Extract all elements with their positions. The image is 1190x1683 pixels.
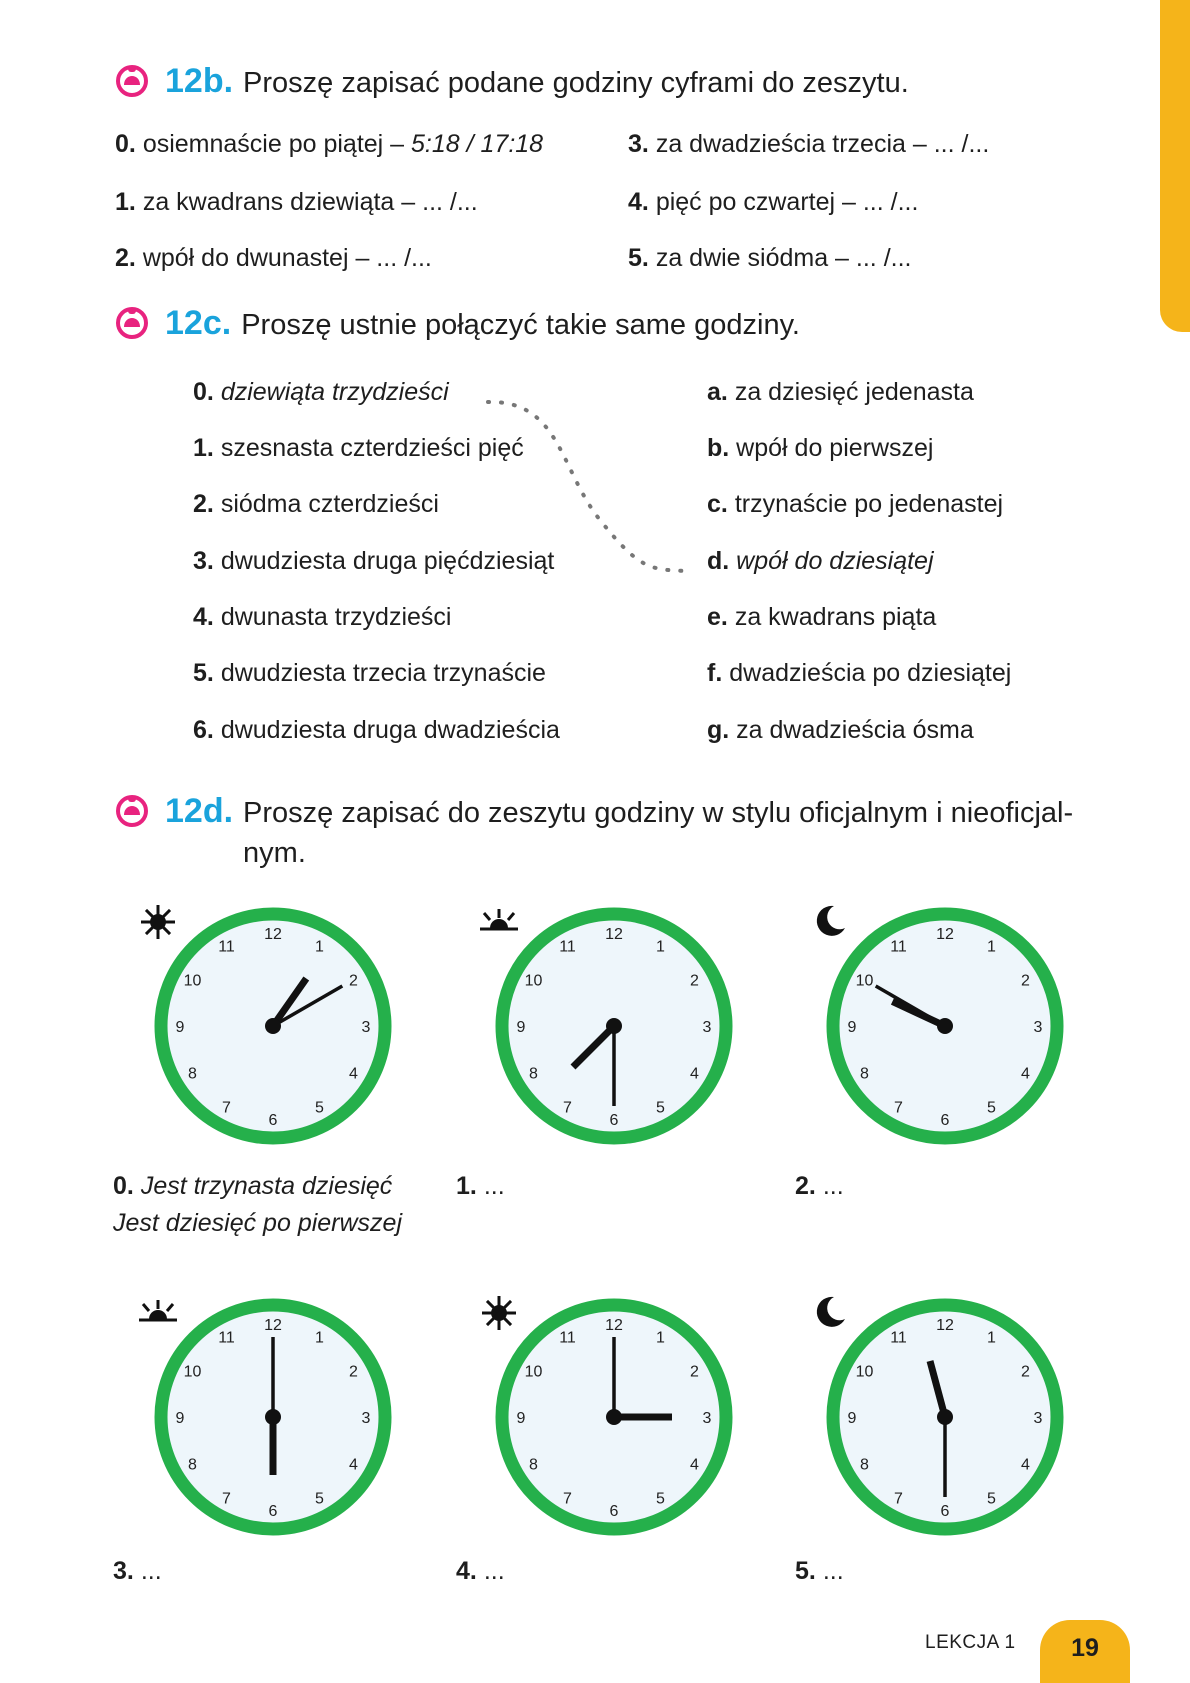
list-item: 3. za dwadzieścia trzecia – ... /... xyxy=(628,130,990,158)
clock-number: 1 xyxy=(656,1329,665,1347)
clock-number: 6 xyxy=(940,1112,950,1129)
clock-number: 9 xyxy=(847,1410,857,1427)
exercise-number: 12c. xyxy=(165,304,232,342)
clock-number: 5 xyxy=(987,1099,996,1117)
clock-number: 8 xyxy=(860,1456,869,1474)
sun-icon xyxy=(479,1293,519,1333)
clock-number: 1 xyxy=(315,1329,324,1347)
clock-caption: 5. ... xyxy=(795,1557,844,1585)
match-left-item: 3. dwudziesta druga pięćdziesiąt xyxy=(193,547,555,575)
match-left-item: 0. dziewiąta trzydzieści xyxy=(193,378,449,406)
match-left-item: 5. dwudziesta trzecia trzynaście xyxy=(193,659,546,687)
clock-number: 4 xyxy=(1021,1065,1030,1083)
match-right-item: g. za dwadzieścia ósma xyxy=(707,716,974,744)
clock-hub xyxy=(265,1409,281,1425)
clock xyxy=(484,1287,744,1547)
clock-number: 7 xyxy=(563,1099,572,1117)
page-number: 19 xyxy=(1040,1620,1130,1683)
clock-number: 8 xyxy=(529,1065,538,1083)
exercise-number: 12b. xyxy=(165,62,234,100)
list-item: 5. za dwie siódma – ... /... xyxy=(628,244,912,272)
clock-number: 8 xyxy=(188,1456,197,1474)
clock-number: 11 xyxy=(890,938,907,956)
clock-number: 8 xyxy=(860,1065,869,1083)
match-right-item: e. za kwadrans piąta xyxy=(707,603,937,631)
clock-number: 3 xyxy=(361,1019,371,1036)
clock-number: 6 xyxy=(940,1503,950,1520)
clock-number: 10 xyxy=(855,972,874,990)
clock-caption: 0. Jest trzynasta dziesięć Jest dziesięć po pierwszej xyxy=(113,1172,403,1237)
clock-number: 8 xyxy=(529,1456,538,1474)
clock-number: 2 xyxy=(349,972,358,990)
clock-hub xyxy=(606,1409,622,1425)
match-right-item: a. za dziesięć jedenasta xyxy=(707,378,974,406)
clock-number: 10 xyxy=(524,1363,543,1381)
clock-number: 1 xyxy=(987,1329,996,1347)
clock-caption: 1. ... xyxy=(456,1172,505,1200)
clock-number: 5 xyxy=(656,1099,665,1117)
exercise-instruction: Proszę ustnie połączyć takie same godziny. xyxy=(241,309,800,341)
clock-number: 11 xyxy=(559,1329,576,1347)
clock-number: 8 xyxy=(188,1065,197,1083)
clock-number: 12 xyxy=(936,1317,954,1334)
clock-number: 12 xyxy=(264,926,282,943)
clock-number: 2 xyxy=(349,1363,358,1381)
clock-number: 1 xyxy=(987,938,996,956)
match-left-item: 4. dwunasta trzydzieści xyxy=(193,603,452,631)
clock-hub xyxy=(937,1018,953,1034)
clock-number: 7 xyxy=(563,1490,572,1508)
clock-number: 12 xyxy=(605,926,623,943)
clock xyxy=(815,896,1075,1156)
exercise-instruction: Proszę zapisać do zeszytu godziny w stylu oficjalnym i nieoficjal- nym. xyxy=(243,797,1074,869)
clock-number: 2 xyxy=(1021,972,1030,990)
list-item: 0. osiemnaście po piątej – 5:18 / 17:18 xyxy=(115,130,544,158)
sunset-icon xyxy=(138,1293,178,1333)
moon-icon xyxy=(810,902,850,942)
clock-hub xyxy=(265,1018,281,1034)
clock-caption: 3. ... xyxy=(113,1557,162,1585)
clock-number: 10 xyxy=(183,972,202,990)
clock-number: 10 xyxy=(524,972,543,990)
clock xyxy=(815,1287,1075,1547)
exercise-number: 12d. xyxy=(165,792,234,830)
clock-number: 2 xyxy=(690,972,699,990)
clock-number: 6 xyxy=(268,1112,278,1129)
clock-number: 11 xyxy=(218,938,235,956)
sun-icon xyxy=(138,902,178,942)
match-right-item: f. dwadzieścia po dziesiątej xyxy=(707,659,1012,687)
speaking-head-icon xyxy=(115,793,149,827)
clock xyxy=(143,1287,403,1547)
match-left-item: 6. dwudziesta druga dwadzieścia xyxy=(193,716,560,744)
list-item: 1. za kwadrans dziewiąta – ... /... xyxy=(115,188,478,216)
clock-number: 11 xyxy=(890,1329,907,1347)
clock-number: 3 xyxy=(361,1410,371,1427)
clock-number: 4 xyxy=(349,1065,358,1083)
clock-number: 5 xyxy=(987,1490,996,1508)
clock-number: 11 xyxy=(218,1329,235,1347)
exercise-instruction: Proszę zapisać podane godziny cyframi do zeszytu. xyxy=(243,67,909,99)
clock-caption: 4. ... xyxy=(456,1557,505,1585)
clock-number: 3 xyxy=(1033,1019,1043,1036)
clock-number: 9 xyxy=(516,1410,526,1427)
clock-number: 9 xyxy=(175,1410,185,1427)
sunset-icon xyxy=(479,902,519,942)
match-left-item: 1. szesnasta czterdzieści pięć xyxy=(193,434,524,462)
clock-number: 7 xyxy=(894,1099,903,1117)
clock-number: 9 xyxy=(175,1019,185,1036)
clock-number: 5 xyxy=(315,1099,324,1117)
clock-number: 3 xyxy=(1033,1410,1043,1427)
clock-number: 1 xyxy=(656,938,665,956)
lesson-label: LEKCJA 1 xyxy=(925,1632,1016,1653)
clock-number: 12 xyxy=(264,1317,282,1334)
match-left-item: 2. siódma czterdzieści xyxy=(193,490,439,518)
clock-number: 4 xyxy=(690,1065,699,1083)
clock-number: 11 xyxy=(559,938,576,956)
clock xyxy=(143,896,403,1156)
clock-number: 4 xyxy=(349,1456,358,1474)
clock-number: 4 xyxy=(1021,1456,1030,1474)
clock-number: 12 xyxy=(936,926,954,943)
list-item: 4. pięć po czwartej – ... /... xyxy=(628,188,919,216)
clock-number: 7 xyxy=(894,1490,903,1508)
matching-dotted-line xyxy=(0,0,1190,620)
exercise-12d-heading xyxy=(115,793,1073,873)
clock-number: 3 xyxy=(702,1410,712,1427)
clock-number: 5 xyxy=(656,1490,665,1508)
clock-number: 10 xyxy=(183,1363,202,1381)
clock-caption: 2. ... xyxy=(795,1172,844,1200)
moon-icon xyxy=(810,1293,850,1333)
clock-number: 12 xyxy=(605,1317,623,1334)
match-right-item: c. trzynaście po jedenastej xyxy=(707,490,1004,518)
clock-number: 9 xyxy=(516,1019,526,1036)
clock-hub xyxy=(606,1018,622,1034)
clock-number: 10 xyxy=(855,1363,874,1381)
clock-number: 7 xyxy=(222,1490,231,1508)
match-right-item: b. wpół do pierwszej xyxy=(707,434,934,462)
clock-number: 6 xyxy=(609,1503,619,1520)
clock-number: 6 xyxy=(609,1112,619,1129)
clock-number: 7 xyxy=(222,1099,231,1117)
clock-number: 5 xyxy=(315,1490,324,1508)
clock-number: 2 xyxy=(1021,1363,1030,1381)
clock-hub xyxy=(937,1409,953,1425)
clock-number: 2 xyxy=(690,1363,699,1381)
clock-number: 1 xyxy=(315,938,324,956)
clock-number: 3 xyxy=(702,1019,712,1036)
clock-number: 4 xyxy=(690,1456,699,1474)
clock xyxy=(484,896,744,1156)
match-right-item: d. wpół do dziesiątej xyxy=(707,547,934,575)
list-item: 2. wpół do dwunastej – ... /... xyxy=(115,244,432,272)
clock-number: 9 xyxy=(847,1019,857,1036)
clock-number: 6 xyxy=(268,1503,278,1520)
